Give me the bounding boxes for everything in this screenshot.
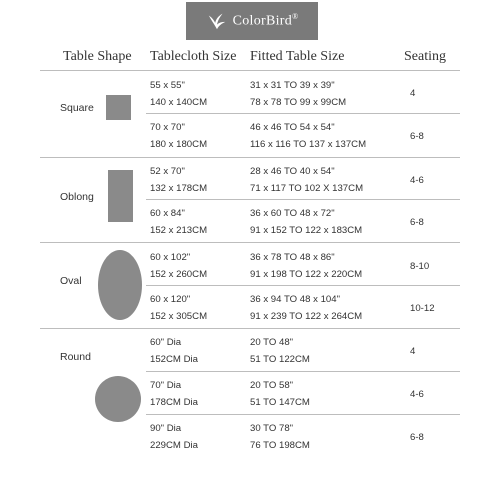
- bird-icon: [206, 10, 228, 32]
- shape-label-oval: Oval: [60, 275, 82, 287]
- brand-logo: [186, 2, 318, 40]
- oval-table-icon: [98, 250, 142, 320]
- seating-cell: 6-8: [410, 131, 424, 142]
- tablecloth-size-cell: 60 x 84" 152 x 213CM: [150, 208, 208, 236]
- tablecloth-size-cell: 60 x 120" 152 x 305CM: [150, 294, 208, 322]
- seating-cell: 4: [410, 346, 416, 357]
- fitted-size-cell: 31 x 31 TO 39 x 39" 78 x 78 TO 99 x 99CM: [250, 80, 347, 108]
- fitted-size-cell: 28 x 46 TO 40 x 54" 71 x 117 TO 102 X 137CM: [250, 166, 364, 194]
- brand-name: ColorBird®: [232, 12, 299, 29]
- group-divider: [40, 70, 460, 71]
- fitted-size-cell: 20 TO 58" 51 TO 147CM: [250, 380, 310, 408]
- tablecloth-size-cell: 70" Dia 178CM Dia: [150, 380, 198, 408]
- tablecloth-size-cell: 55 x 55" 140 x 140CM: [150, 80, 208, 108]
- round-table-icon: [95, 376, 141, 422]
- tablecloth-size-cell: 60" Dia 152CM Dia: [150, 337, 198, 365]
- shape-label-square: Square: [60, 102, 94, 114]
- tablecloth-size-cell: 90" Dia 229CM Dia: [150, 423, 198, 451]
- seating-cell: 4: [410, 88, 416, 99]
- seating-cell: 10-12: [410, 303, 435, 314]
- seating-cell: 6-8: [410, 432, 424, 443]
- seating-cell: 8-10: [410, 261, 430, 272]
- seating-cell: 6-8: [410, 217, 424, 228]
- seating-cell: 4-6: [410, 389, 424, 400]
- group-divider: [40, 328, 460, 329]
- fitted-size-cell: 36 x 94 TO 48 x 104" 91 x 239 TO 122 x 264CM: [250, 294, 363, 322]
- row-divider: [146, 414, 460, 415]
- group-divider: [40, 157, 460, 158]
- header-seating: Seating: [404, 49, 446, 64]
- row-divider: [146, 199, 460, 200]
- registered-mark: ®: [292, 12, 299, 22]
- tablecloth-size-cell: 60 x 102" 152 x 260CM: [150, 252, 208, 280]
- square-table-icon: [106, 95, 131, 120]
- fitted-size-cell: 20 TO 48" 51 TO 122CM: [250, 337, 310, 365]
- group-divider: [40, 242, 460, 243]
- fitted-size-cell: 30 TO 78" 76 TO 198CM: [250, 423, 310, 451]
- fitted-size-cell: 36 x 78 TO 48 x 86" 91 x 198 TO 122 x 220CM: [250, 252, 363, 280]
- row-divider: [146, 113, 460, 114]
- seating-cell: 4-6: [410, 175, 424, 186]
- shape-label-oblong: Oblong: [60, 191, 94, 203]
- header-tablecloth-size: Tablecloth Size: [150, 49, 237, 64]
- tablecloth-size-cell: 52 x 70" 132 x 178CM: [150, 166, 208, 194]
- row-divider: [146, 285, 460, 286]
- row-divider: [146, 371, 460, 372]
- fitted-size-cell: 46 x 46 TO 54 x 54" 116 x 116 TO 137 x 137CM: [250, 122, 367, 150]
- oblong-table-icon: [108, 170, 133, 222]
- header-table-shape: Table Shape: [63, 49, 132, 64]
- shape-label-round: Round: [60, 351, 91, 363]
- header-fitted-table-size: Fitted Table Size: [250, 49, 345, 64]
- fitted-size-cell: 36 x 60 TO 48 x 72" 91 x 152 TO 122 x 183CM: [250, 208, 363, 236]
- tablecloth-size-cell: 70 x 70" 180 x 180CM: [150, 122, 208, 150]
